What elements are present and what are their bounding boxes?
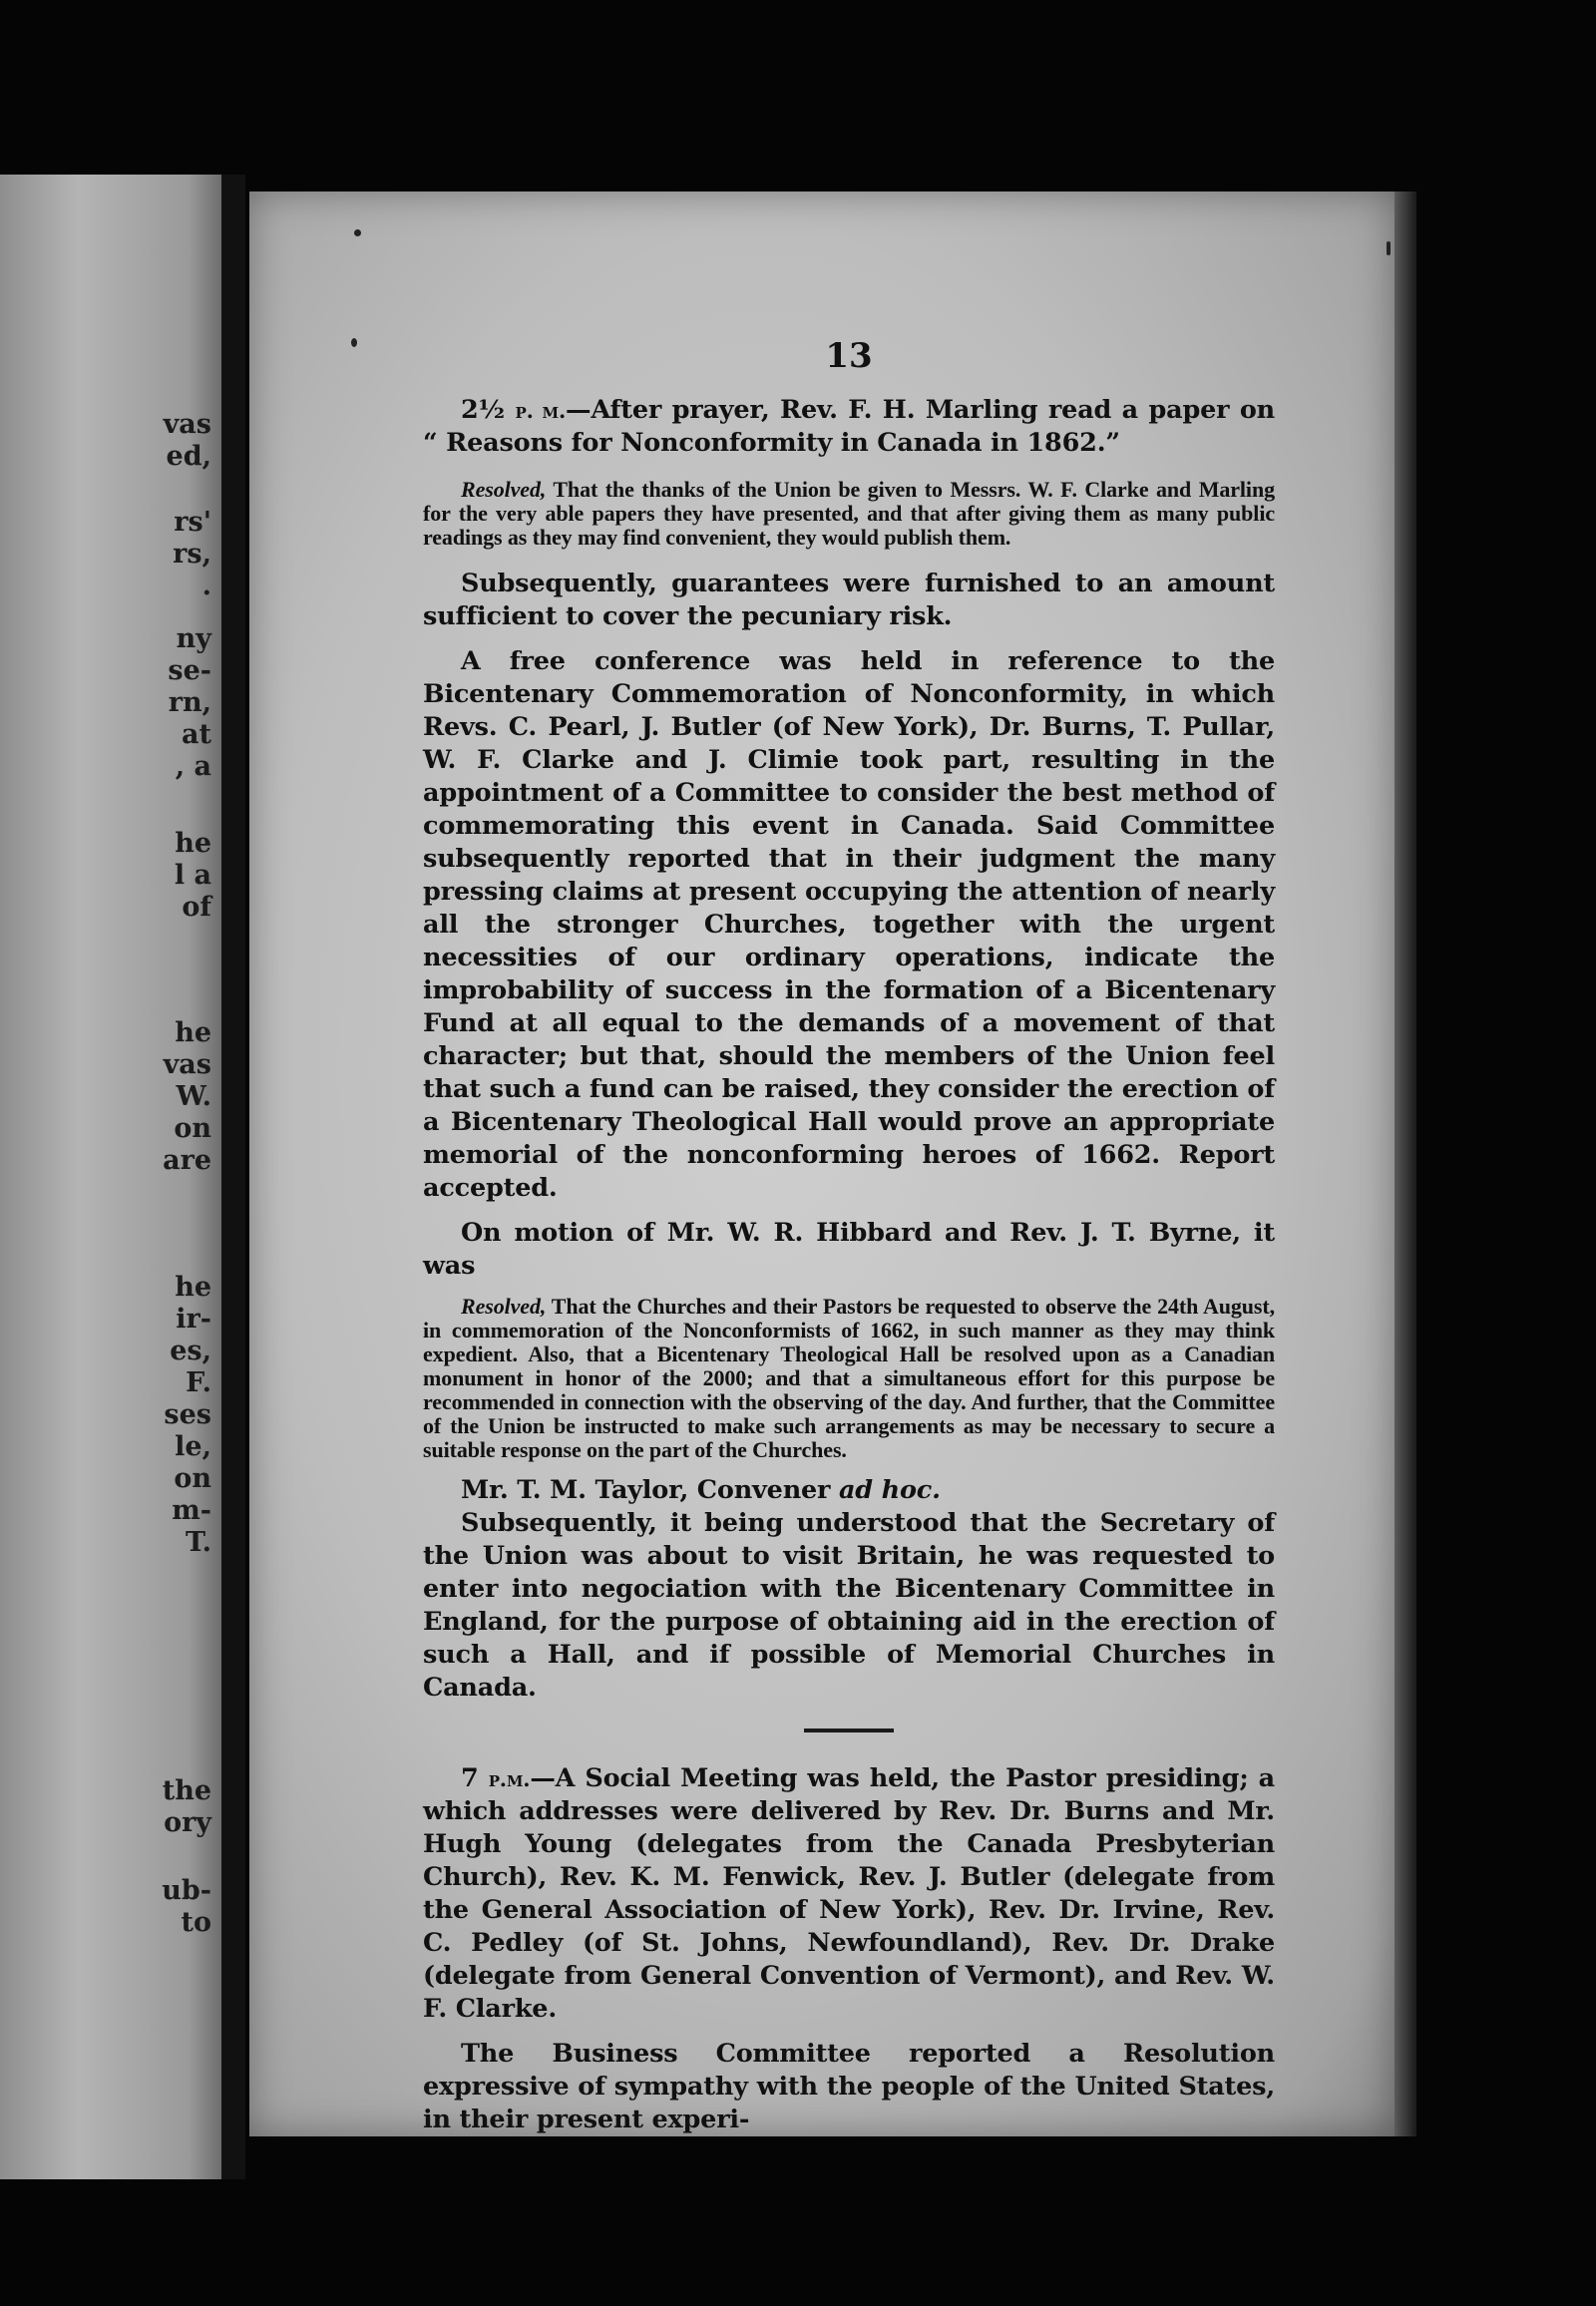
facing-page-text-fragment: rn, xyxy=(168,687,211,718)
facing-page-text-fragment: l a xyxy=(174,860,211,891)
paragraph-motion: On motion of Mr. W. R. Hibbard and Rev. J. T. Byrne, it was xyxy=(423,1218,1275,1281)
facing-page-text-fragment: vas xyxy=(163,1049,211,1080)
facing-page-text-fragment: ny xyxy=(176,623,211,654)
facing-page-text-fragment: , a xyxy=(175,751,211,782)
facing-page-text-fragment: he xyxy=(175,1272,211,1303)
resolution-text: That the thanks of the Union be given to Messrs. W. F. Clarke and Marling for the very able papers they have presented, and that after giving them as many public readings as they may find convenient, they would publish them. xyxy=(423,477,1275,550)
facing-page-text-fragment: ses xyxy=(164,1399,211,1430)
session-meridiem: p.m. xyxy=(488,1766,531,1791)
facing-page-text-fragment: to xyxy=(181,1907,211,1938)
paragraph-convener xyxy=(423,1474,1275,1507)
facing-page-text-fragment: m- xyxy=(172,1495,211,1526)
page-number: 13 xyxy=(825,336,873,376)
facing-page-text-fragment: vas xyxy=(163,409,211,440)
facing-page-text-fragment: W. xyxy=(176,1081,211,1112)
facing-page-text-fragment: at xyxy=(182,719,211,750)
resolution-thanks xyxy=(423,478,1275,550)
speck-mark xyxy=(351,338,357,347)
resolved-label: Resolved, xyxy=(461,477,547,502)
facing-page-text-fragment: he xyxy=(175,1017,211,1048)
speck-mark xyxy=(354,229,361,236)
facing-page-text-fragment: ir- xyxy=(176,1304,211,1335)
resolution-text: That the Churches and their Pastors be requested to observe the 24th August, in commemoration of the Nonconformists of 1662, in such manner as they may think expedient. Also, that a Bicentenary Theological Hall be resolved upon as a Canadian monument in honor of the 2000; and that a simultaneous effort for this purpose be recommended in connection with the observing of the day. And further, that the Committee of the Union be instructed to make such arrangements as may be necessary to secure a suitable response on the part of the Churches. xyxy=(423,1294,1275,1462)
document-page xyxy=(249,192,1395,2136)
paragraph-guarantees: Subsequently, guarantees were furnished to an amount sufficient to cover the pecuniary risk. xyxy=(423,569,1275,631)
paragraph-free-conference: A free conference was held in reference to the Bicentenary Commemoration of Nonconformity, in which Revs. C. Pearl, J. Butler (of New York), Dr. Burns, T. Pullar, W. F. Clarke and J. Climie took part, resulting in the appointment of a Committee to consider the best method of commemorating this event in Canada. Said Committee subsequently reported that in their judgment the many pressing claims at present occupying the attention of nearly all the stronger Churches, together with the urgent necessities of our ordinary operations, indicate the improbability of success in the formation of a Bicentenary Fund at all equal to the demands of a movement of that character; but that, should the members of the Union feel that such a fund can be raised, they consider the erection of a Bicentenary Theological Hall would prove an appropriate memorial of the nonconforming heroes of 1662. Report accepted. xyxy=(423,646,1275,1203)
facing-page-text-fragment: ed, xyxy=(166,441,211,472)
facing-page-text-fragment: the xyxy=(162,1775,211,1806)
facing-page-text-fragment: on xyxy=(174,1463,211,1494)
facing-page-text-fragment: T. xyxy=(185,1527,211,1558)
facing-page-text-fragment: of xyxy=(182,892,211,923)
paragraph-evening-session xyxy=(423,1762,1275,2026)
convener-ad-hoc: ad hoc. xyxy=(838,1475,941,1505)
facing-page-text-fragment: es, xyxy=(170,1336,211,1366)
facing-page-text-fragment: ub- xyxy=(162,1875,211,1906)
paragraph-text: —After prayer, Rev. F. H. Marling read a paper on “ Reasons for Nonconformity in Canada in 1862.” xyxy=(423,395,1276,458)
page-gutter xyxy=(221,175,245,2179)
session-time: 2½ xyxy=(461,395,505,425)
facing-page-text-fragment: he xyxy=(175,828,211,859)
section-divider xyxy=(804,1729,894,1732)
paragraph-text: —A Social Meeting was held, the Pastor presiding; a which addresses were delivered by Rev. Dr. Burns and Mr. Hugh Young (delegates from the Canada Presbyterian Church), Rev. K. M. Fenwick, Rev. J. Butler (delegate from the General Association of New York), Rev. Dr. Irvine, Rev. C. Pedley (of St. Johns, Newfoundland), Rev. Dr. Drake (delegate from General Convention of Vermont), and Rev. W. F. Clarke. xyxy=(423,1763,1275,2024)
facing-page-text-fragment: on xyxy=(174,1113,211,1144)
facing-page-text-fragment: rs' xyxy=(174,507,211,538)
speck-mark xyxy=(1387,241,1391,255)
page-content xyxy=(423,336,1275,2136)
facing-page-text-fragment: F. xyxy=(186,1367,211,1398)
convener-text: Mr. T. M. Taylor, Convener xyxy=(461,1475,839,1505)
facing-page-text-fragment: ory xyxy=(164,1807,211,1838)
paragraph-afternoon-session xyxy=(423,394,1275,460)
resolution-churches xyxy=(423,1295,1275,1462)
session-time: 7 xyxy=(461,1763,479,1793)
facing-page-text-fragment: se- xyxy=(168,655,211,686)
facing-page-fragment xyxy=(0,175,221,2179)
facing-page-text-fragment: rs, xyxy=(173,539,211,570)
facing-page-text-fragment: le, xyxy=(175,1431,211,1462)
session-meridiem: p. m. xyxy=(515,398,567,423)
page-shadow xyxy=(1395,192,1416,2136)
resolved-label: Resolved, xyxy=(461,1294,547,1319)
paragraph-secretary: Subsequently, it being understood that the Secretary of the Union was about to visit Britain, he was requested to enter into negociation with the Bicentenary Committee in England, for the purpose of obtaining aid in the erection of such a Hall, and if possible of Memorial Churches in Canada. xyxy=(423,1508,1275,1703)
paragraph-business-committee: The Business Committee reported a Resolution expressive of sympathy with the people of the United States, in their present experi- xyxy=(423,2039,1275,2134)
facing-page-text-fragment: are xyxy=(163,1145,211,1176)
facing-page-text-fragment: . xyxy=(201,571,211,601)
